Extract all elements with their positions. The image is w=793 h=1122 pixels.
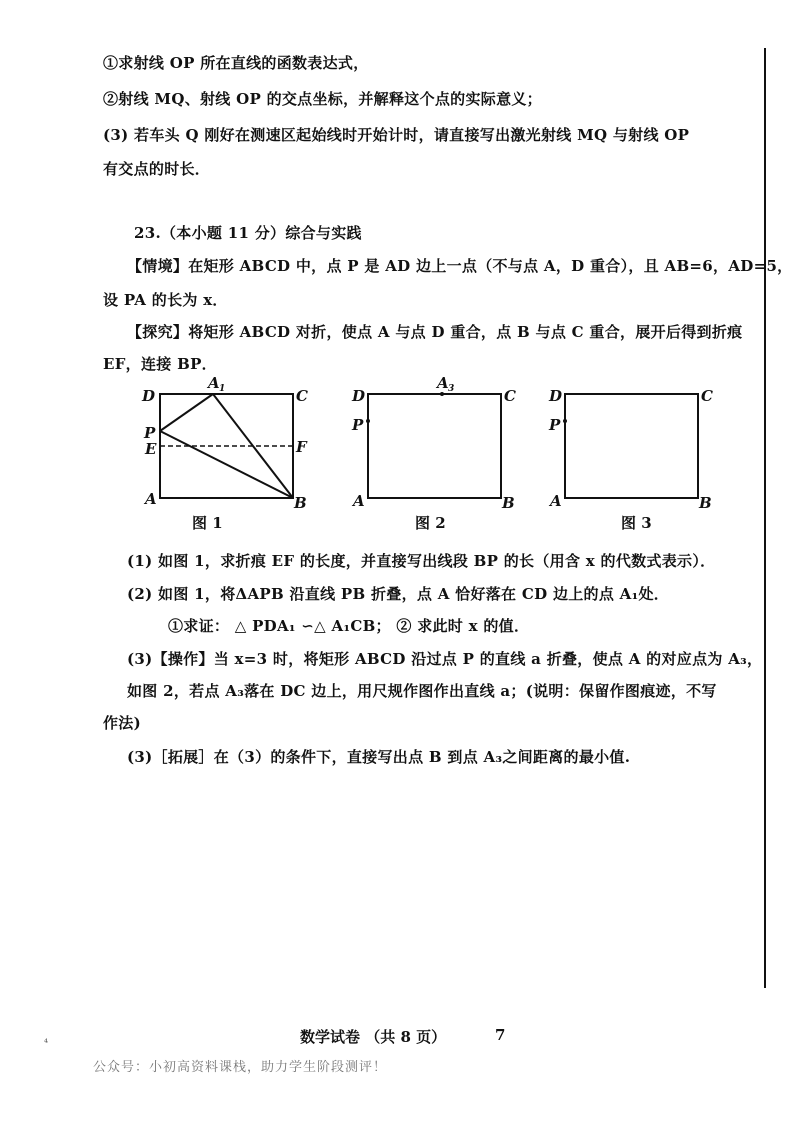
question-line: (3) 若车头 Q 刚好在测速区起始线时开始计时，请直接写出激光射线 MQ 与射线 OP [103, 126, 690, 144]
figure-2 [348, 376, 528, 511]
figure-1-caption: 图 1 [192, 514, 223, 532]
label-a3-sub: 3 [448, 384, 455, 394]
label-c: C [701, 387, 713, 405]
question-line: (3)［拓展］在（3）的条件下，直接写出点 B 到点 A₃之间距离的最小值. [127, 748, 631, 766]
question-line: ②射线 MQ、射线 OP 的交点坐标，并解释这个点的实际意义； [103, 90, 542, 108]
label-a1-sub: 1 [219, 384, 226, 394]
label-a: A [145, 490, 157, 508]
question-line: 设 PA 的长为 x． [103, 291, 228, 309]
label-d: D [352, 387, 366, 405]
label-c: C [504, 387, 516, 405]
label-b: B [294, 494, 307, 512]
watermark-text: 公众号：小初高资料课栈，助力学生阶段测评！ [93, 1060, 388, 1075]
footer-mark: ⁴ [44, 1038, 49, 1049]
label-b: B [502, 494, 515, 512]
point-p [563, 419, 567, 423]
rect-abcd [368, 394, 501, 498]
label-d: D [142, 387, 156, 405]
label-a: A [550, 492, 562, 510]
point-p [366, 419, 370, 423]
segment-pb [160, 431, 293, 498]
figure-3 [545, 376, 725, 511]
label-e: E [145, 440, 157, 458]
figure-3-caption: 图 3 [621, 514, 652, 532]
margin-rule [764, 48, 766, 988]
question-line: 【探究】将矩形 ABCD 对折，使点 A 与点 D 重合，点 B 与点 C 重合，展开后得到折痕 [127, 323, 743, 341]
rect-abcd [565, 394, 698, 498]
question-line: ①求证： △ PDA₁ ∽△ A₁CB； ② 求此时 x 的值． [168, 617, 530, 635]
footer-title: 数学试卷 （共 8 页） [300, 1028, 447, 1046]
question-heading: 23.（本小题 11 分）综合与实践 [134, 224, 362, 242]
point-a3 [440, 392, 444, 396]
segment-pa1 [160, 394, 213, 431]
label-p: P [352, 416, 364, 434]
label-a3: A [437, 374, 449, 392]
page-number: 7 [495, 1026, 506, 1044]
question-line: 有交点的时长． [103, 160, 211, 178]
label-b: B [699, 494, 712, 512]
label-a: A [353, 492, 365, 510]
label-a1: A [208, 374, 220, 392]
label-p: P [549, 416, 561, 434]
label-c: C [296, 387, 308, 405]
label-p: P [144, 424, 156, 442]
question-line: 如图 2，若点 A₃落在 DC 边上，用尺规作图作出直线 a；(说明：保留作图痕迹，不写 [127, 682, 717, 700]
question-line: (2) 如图 1，将ΔAPB 沿直线 PB 折叠，点 A 恰好落在 CD 边上的点 A₁处． [127, 585, 670, 603]
question-line: 作法) [103, 714, 141, 732]
question-line: 【情境】在矩形 ABCD 中，点 P 是 AD 边上一点（不与点 A，D 重合），且 AB=6，AD=5， [127, 257, 793, 275]
question-line: ①求射线 OP 所在直线的函数表达式， [103, 54, 369, 72]
label-d: D [549, 387, 563, 405]
question-line: (3)【操作】当 x=3 时，将矩形 ABCD 沿过点 P 的直线 a 折叠，使点 A 的对应点为 A₃， [127, 650, 763, 668]
label-f: F [296, 438, 307, 456]
figure-2-caption: 图 2 [415, 514, 446, 532]
question-line: (1) 如图 1，求折痕 EF 的长度，并直接写出线段 BP 的长（用含 x 的代数式表示）． [127, 552, 716, 570]
question-line: EF，连接 BP． [103, 355, 217, 373]
figure-1 [140, 376, 320, 511]
